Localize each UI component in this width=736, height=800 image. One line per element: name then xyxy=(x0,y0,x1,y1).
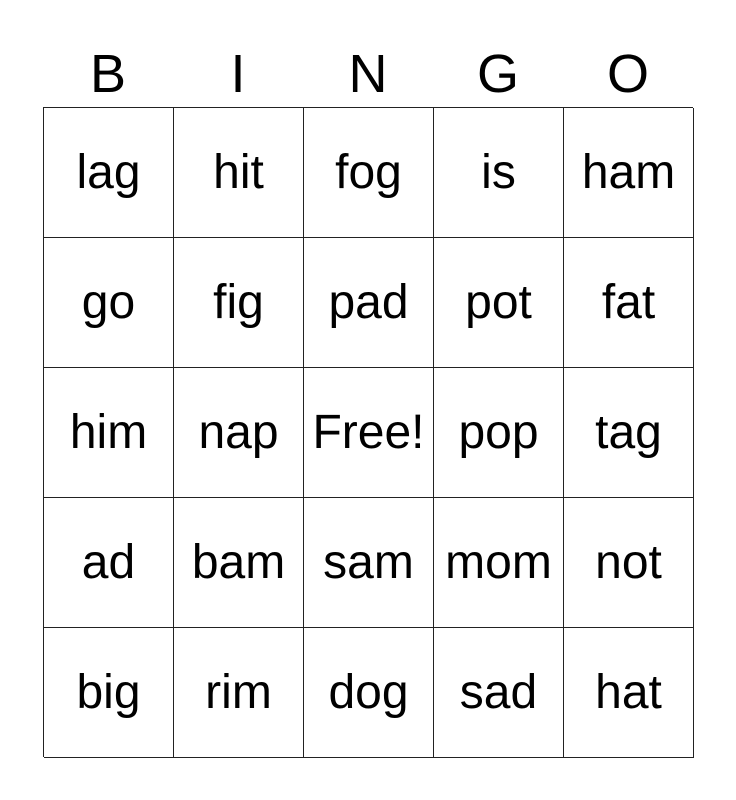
bingo-cell[interactable]: hit xyxy=(174,108,304,238)
bingo-header xyxy=(43,40,693,108)
bingo-cell[interactable]: pot xyxy=(434,238,564,368)
bingo-cell[interactable]: bam xyxy=(174,498,304,628)
bingo-cell[interactable]: sam xyxy=(304,498,434,628)
header-letter-n: N xyxy=(348,44,388,104)
bingo-cell[interactable]: big xyxy=(44,628,174,758)
bingo-cell[interactable]: him xyxy=(44,368,174,498)
bingo-cell[interactable]: fig xyxy=(174,238,304,368)
bingo-cell[interactable]: is xyxy=(434,108,564,238)
bingo-cell[interactable]: hat xyxy=(564,628,694,758)
bingo-cell[interactable]: fat xyxy=(564,238,694,368)
bingo-cell[interactable]: dog xyxy=(304,628,434,758)
bingo-cell[interactable]: fog xyxy=(304,108,434,238)
bingo-cell[interactable]: ham xyxy=(564,108,694,238)
bingo-cell[interactable]: nap xyxy=(174,368,304,498)
bingo-cell[interactable]: go xyxy=(44,238,174,368)
bingo-cell[interactable]: not xyxy=(564,498,694,628)
bingo-cell[interactable]: mom xyxy=(434,498,564,628)
header-letter-o: O xyxy=(606,44,649,104)
bingo-cell[interactable]: sad xyxy=(434,628,564,758)
free-space-cell[interactable]: Free! xyxy=(304,368,434,498)
bingo-grid xyxy=(43,107,693,757)
bingo-cell[interactable]: pop xyxy=(434,368,564,498)
header-letter-b: B xyxy=(89,44,127,104)
header-letter-i: I xyxy=(230,44,246,104)
header-letter-g: G xyxy=(476,44,519,104)
bingo-cell[interactable]: tag xyxy=(564,368,694,498)
bingo-cell[interactable]: lag xyxy=(44,108,174,238)
bingo-cell[interactable]: pad xyxy=(304,238,434,368)
bingo-cell[interactable]: ad xyxy=(44,498,174,628)
bingo-cell[interactable]: rim xyxy=(174,628,304,758)
